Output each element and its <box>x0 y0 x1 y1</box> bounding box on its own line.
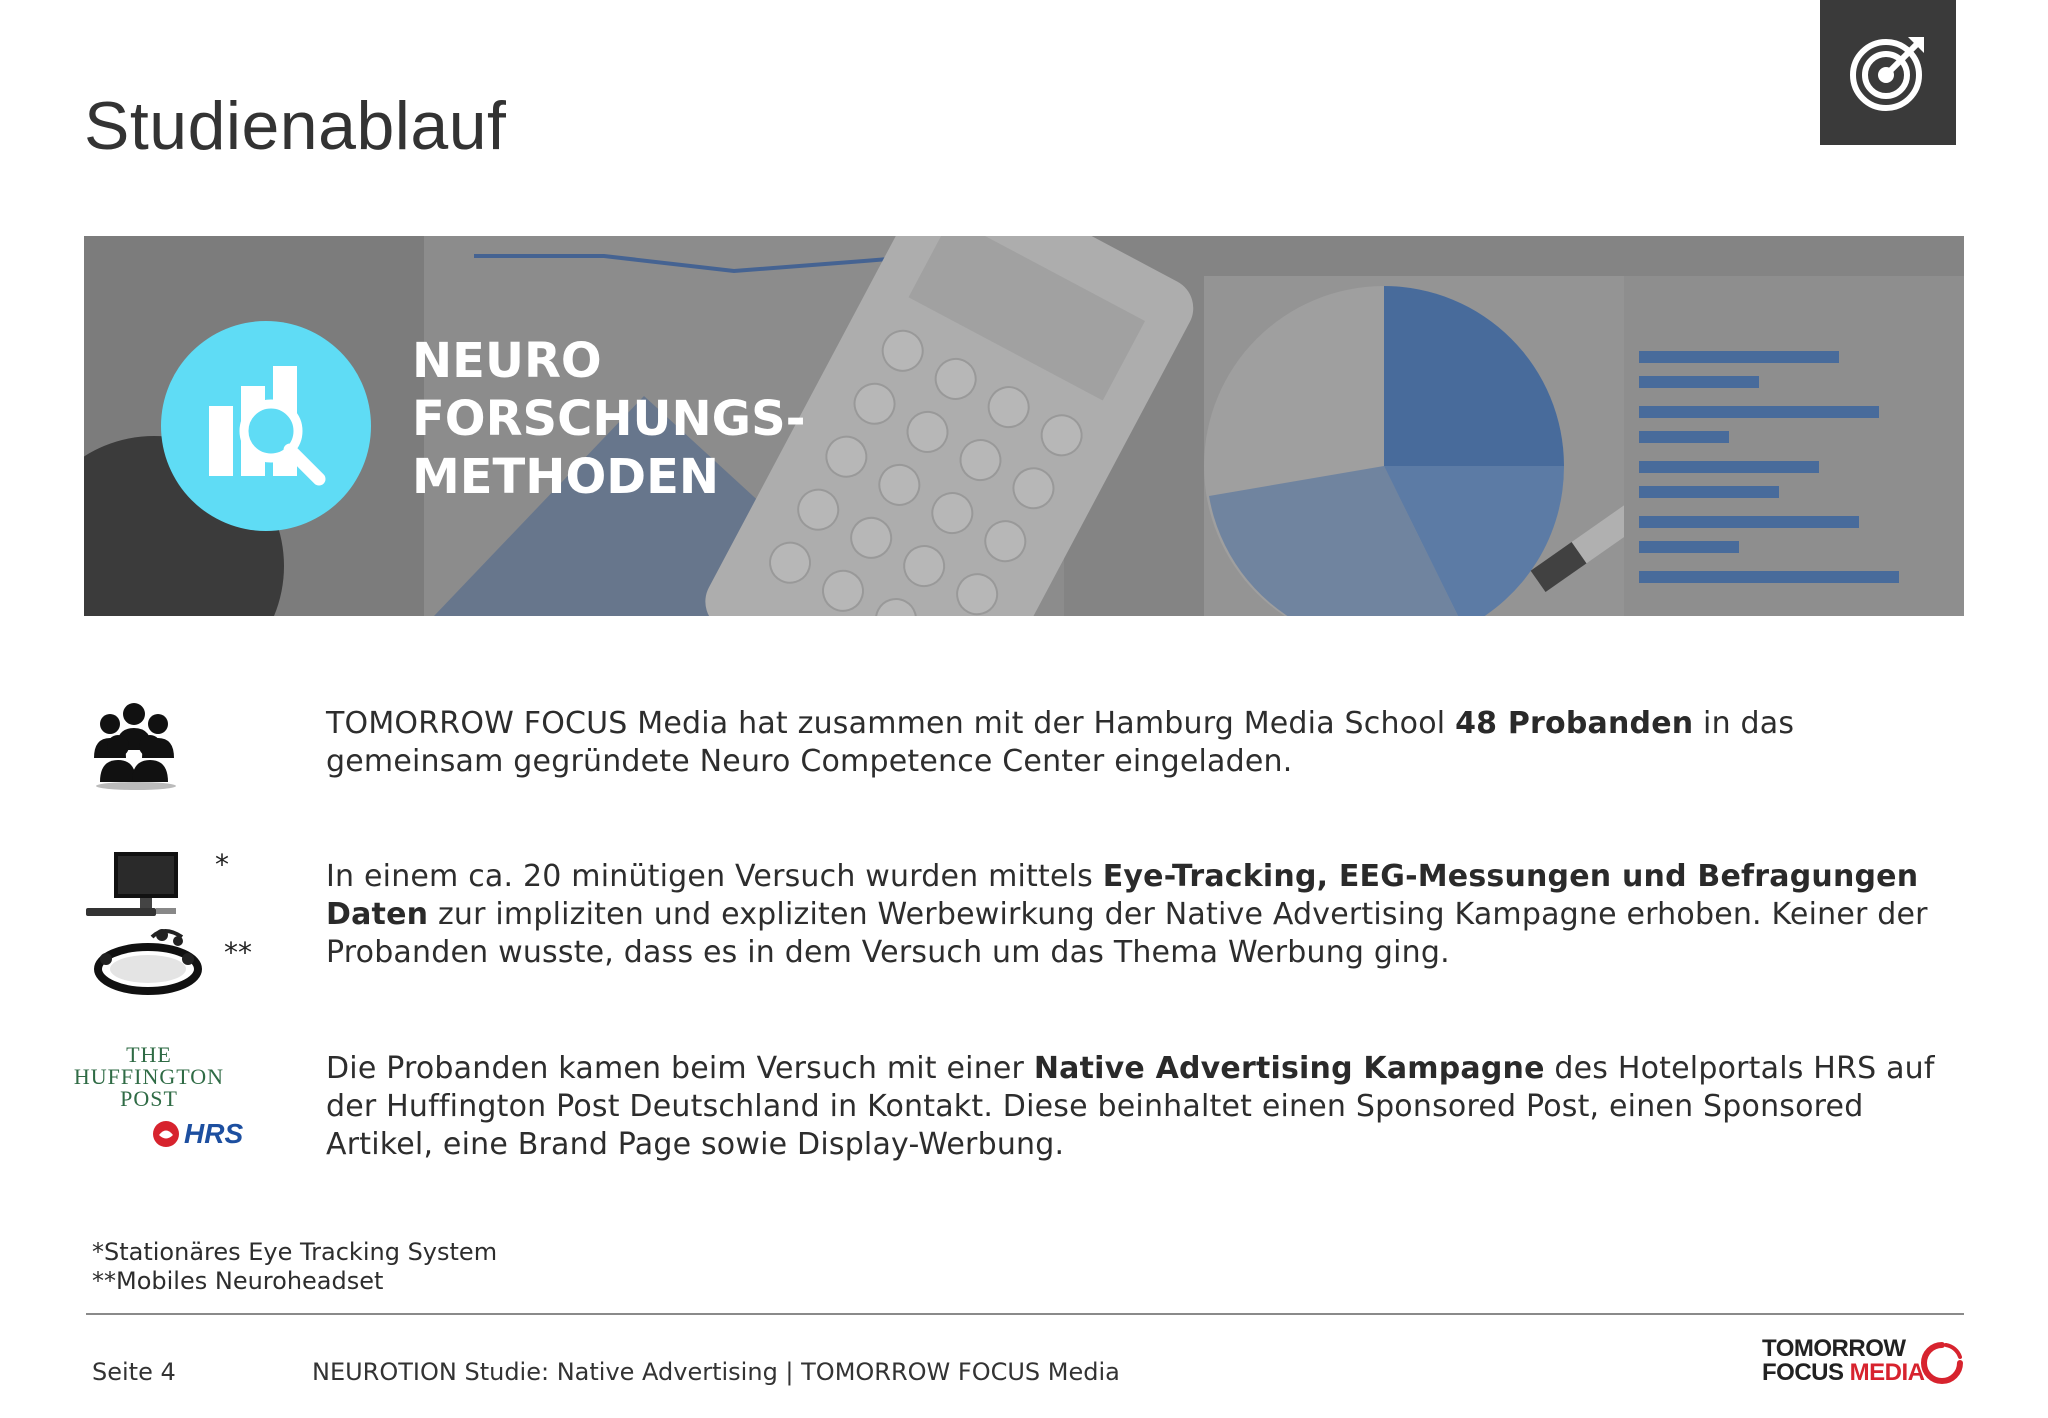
banner-title-line-1: NEURO <box>412 333 602 389</box>
row-2-bold: Eye-Tracking, EEG-Messungen und Befragungen Daten <box>326 859 1919 932</box>
footnote-2: **Mobiles Neuroheadset <box>92 1267 384 1295</box>
hrs-logo-text: HRS <box>184 1118 244 1149</box>
row-1-text-part: in das gemeinsam gegründete Neuro Competence Center eingeladen. <box>326 706 1795 779</box>
hrs-logo <box>152 1118 243 1150</box>
page-title: Studienablauf <box>84 88 507 164</box>
banner-title-line-2: FORSCHUNGS- <box>412 391 806 447</box>
corner-target-badge <box>1820 0 1956 145</box>
chart-magnifier-icon <box>201 361 331 491</box>
eye-tracker-monitor-icon <box>82 850 182 930</box>
footer-divider <box>86 1313 1964 1315</box>
row-1-bold: 48 Probanden <box>1455 706 1694 741</box>
huffington-post-logo <box>64 1044 234 1110</box>
banner-icon-circle <box>161 321 371 531</box>
marker-single-star: * <box>215 848 229 881</box>
logo-line-1: TOMORROW <box>1762 1335 1906 1362</box>
row-2-text <box>326 858 1966 972</box>
row-3-text-part: Die Probanden kamen beim Versuch mit einer <box>326 1051 1034 1086</box>
row-2-text-part: In einem ca. 20 minütigen Versuch wurden mittels <box>326 859 1103 894</box>
banner-title <box>412 332 806 506</box>
hrs-mark-icon <box>152 1120 180 1148</box>
logo-ring-icon <box>1920 1339 1966 1387</box>
row-3-text <box>326 1050 1966 1164</box>
banner-title-line-3: METHODEN <box>412 449 720 505</box>
huff-logo-line-3: POST <box>120 1086 178 1111</box>
row-3-text-part: des Hotelportals HRS auf der Huffington Post Deutschland in Kontakt. Diese beinhaltet einen Sponsored Post, einen Sponsored Artikel, eine Brand Page sowie Display-Werbung. <box>326 1051 1935 1162</box>
marker-double-star: ** <box>224 936 252 969</box>
section-banner <box>84 236 1964 616</box>
footnote-1: *Stationäres Eye Tracking System <box>92 1238 498 1266</box>
logo-media-text: MEDIA <box>1849 1359 1925 1386</box>
row-3-bold: Native Advertising Kampagne <box>1033 1051 1545 1086</box>
row-1-text-part: TOMORROW FOCUS Media hat zusammen mit der Hamburg Media School <box>326 706 1456 741</box>
footer-caption: NEUROTION Studie: Native Advertising | TOMORROW FOCUS Media <box>312 1358 1120 1386</box>
huff-logo-line-2: HUFFINGTON <box>73 1064 225 1089</box>
neuroheadset-icon <box>92 925 208 1001</box>
huff-logo-line-1: THE <box>126 1042 172 1067</box>
tomorrow-focus-media-logo <box>1762 1337 1968 1389</box>
row-2-text-part: zur impliziten und expliziten Werbewirkung der Native Advertising Kampagne erhoben. Keiner der Probanden wusste, dass es in dem Versuch um das Thema Werbung ging. <box>326 897 1928 970</box>
logo-focus-text: FOCUS <box>1762 1359 1844 1386</box>
target-icon <box>1846 31 1930 115</box>
row-1-text <box>326 705 1966 781</box>
page-number: Seite 4 <box>92 1358 176 1386</box>
people-group-icon <box>86 702 182 790</box>
